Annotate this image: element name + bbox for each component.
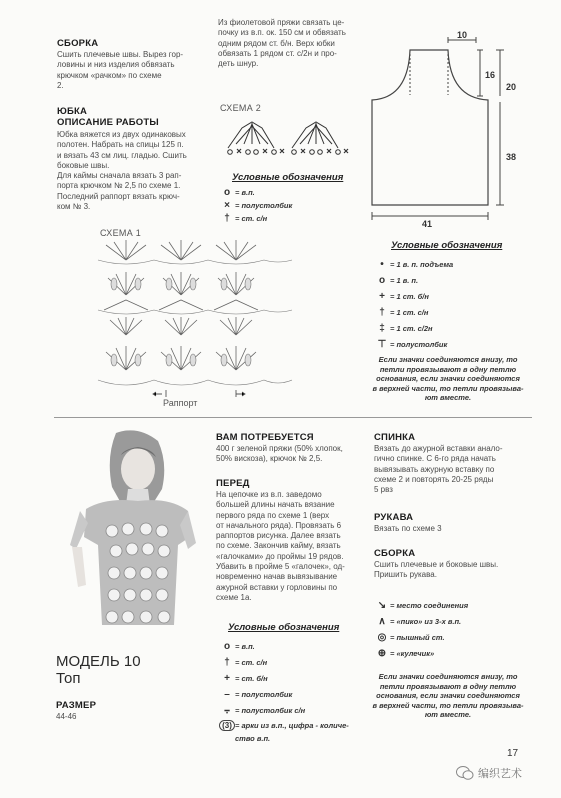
- legend-item: × = полустолбик: [224, 200, 293, 211]
- legend-item: • = 1 в. п. подъема: [380, 258, 454, 270]
- dim-small-label: 16: [485, 70, 496, 80]
- back-heading: СПИНКА: [374, 432, 416, 443]
- legend-item: ство в.п.: [235, 733, 271, 743]
- final-assembly-heading: СБОРКА: [374, 548, 416, 559]
- schema1-label: СХЕМА 1: [100, 228, 142, 238]
- legend-item: ◎ = пышный ст.: [377, 631, 445, 643]
- model-title: МОДЕЛЬ 10: [56, 653, 141, 670]
- legend-item: ∧ = «пико» из 3-х в.п.: [378, 615, 462, 627]
- final-assembly-text: Сшить плечевые и боковые швы. Пришить рукава.: [374, 560, 499, 580]
- rapport-label: Раппорт: [163, 398, 198, 408]
- right-legend-note: Если значки соединяются внизу, то петли провязывают в одну петлю основания, если значки соединяются в верхней части, то петли провязыва- ют вместе.: [372, 355, 524, 403]
- schema2-diagram: [222, 118, 358, 162]
- page-number: 17: [507, 748, 519, 759]
- model-photo: [66, 427, 196, 645]
- legend-item: + = 1 ст. б/н: [379, 290, 429, 302]
- schema2-legend: [219, 186, 292, 225]
- legend-item: ⊤ = полустолбик: [377, 338, 448, 350]
- dim-bottom-label: 41: [422, 219, 433, 229]
- legend-item: † = 1 ст. с/н: [379, 306, 429, 318]
- legend-item: o = 1 в. п.: [378, 274, 419, 286]
- legend-item: ‡ = 1 ст. с/2н: [379, 322, 433, 334]
- schema2-label: СХЕМА 2: [220, 103, 262, 113]
- front-legend: [219, 638, 349, 744]
- skirt-text: Юбка вяжется из двух одинаковых полотен. Набрать на спицы 125 п. и вязать 43 см лиц. гладью. Сшить боковые швы. Для каймы сначала вязать 3 рап- порта крючком № 2,5 по схеме 1. Последний раппорт вязать крюч- ком № 3.: [57, 130, 187, 212]
- legend-item: † = ст. с/н: [224, 213, 268, 224]
- materials-heading: ВАМ ПОТРЕБУЕТСЯ: [216, 432, 314, 443]
- watermark: 编织艺术: [456, 765, 522, 781]
- legend-item: – = полустолбик: [224, 688, 293, 700]
- front-heading: ПЕРЕД: [216, 478, 250, 489]
- size-heading: РАЗМЕР: [56, 700, 97, 711]
- front-text: На цепочке из в.п. заведомо большей длины начать вязание первого ряда по схеме 1 (верх от начального ряда). Провязать 6 раппортов рисунка. Далее вязать по схеме. Закончив кайму, вязать «галочками» до проймы 19 рядов. Убавить в пройме 5 «галочек», од- новременно начав вывязывание ажурной вставки у горловины по схеме 1а.: [216, 490, 345, 602]
- wechat-icon: [456, 765, 474, 781]
- dim-right-bottom-label: 38: [506, 152, 517, 162]
- schema1-diagram: [96, 240, 296, 400]
- assembly-text: Сшить плечевые швы. Вырез гор- ловины и низ изделия обвязать крючком «рачком» по схеме 2.: [57, 50, 184, 90]
- assembly-heading: СБОРКА: [57, 38, 99, 49]
- work-description-heading: ОПИСАНИЕ РАБОТЫ: [57, 117, 159, 128]
- right-legend: [374, 256, 453, 352]
- back-text: Вязать до ажурной вставки анало- гично спинке. С 6-го ряда начать вывязывать ажурную вставку по схеме 2 и повторять 20-25 ряды 5 рвз: [374, 444, 503, 495]
- dim-right-top-label: 20: [506, 82, 517, 92]
- size-value: 44-46: [56, 712, 77, 721]
- front-legend-title: Условные обозначения: [228, 622, 340, 633]
- sleeve-heading: РУКАВА: [374, 512, 414, 523]
- final-legend-note: Если значки соединяются внизу, то петли провязывают в одну петлю основания, если значки соединяются в верхней части, то петли провязыва- ют вместе.: [372, 672, 524, 720]
- skirt-pattern-diagram: [360, 30, 535, 230]
- schema2-legend-title: Условные обозначения: [232, 172, 344, 183]
- final-legend: [374, 597, 468, 661]
- legend-item: o = в.п.: [223, 640, 255, 652]
- section-divider: [54, 417, 532, 418]
- legend-item: ↘ = место соединения: [377, 599, 469, 611]
- cord-text: Из фиолетовой пряжи связать це- почку из в.п. ок. 150 см и обвязать одним рядом ст. б/н. Верх юбки обвязать 1 рядом ст. с/2н и про- деть шнур.: [218, 18, 346, 69]
- model-subtitle: Топ: [56, 670, 81, 687]
- legend-item: ⨪ = полустолбик с/н: [224, 704, 306, 716]
- sleeve-text: Вязать по схеме 3: [374, 524, 442, 533]
- legend-item: o = в.п.: [223, 187, 255, 198]
- materials-text: 400 г зеленой пряжи (50% хлопок, 50% вискоза), крючок № 2,5.: [216, 444, 343, 464]
- legend-item: † = ст. с/н: [224, 656, 268, 668]
- legend-item: + = ст. б/н: [224, 672, 268, 684]
- dim-top-label: 10: [457, 30, 468, 40]
- skirt-heading: ЮБКА: [57, 106, 88, 117]
- legend-item: ⊕ = «кулечик»: [377, 647, 435, 659]
- legend-item: (3) = арки из в.п., цифра - количе-: [219, 718, 349, 732]
- right-legend-title: Условные обозначения: [391, 240, 503, 251]
